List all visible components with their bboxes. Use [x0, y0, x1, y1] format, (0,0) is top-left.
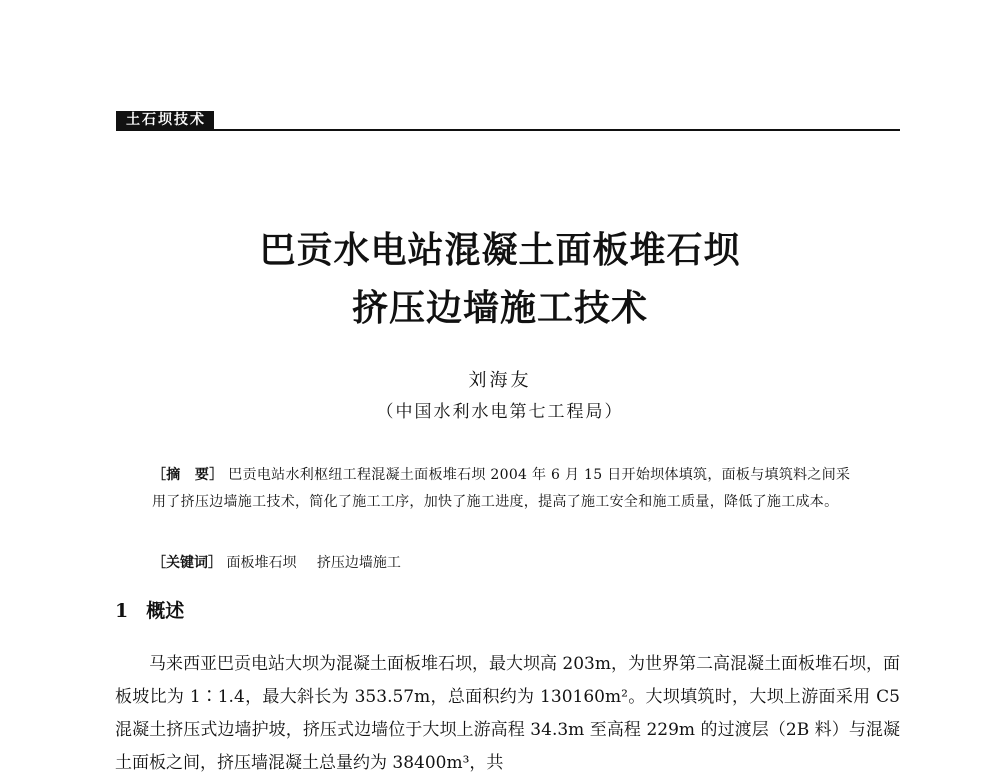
- section-heading: [115, 596, 184, 623]
- paper-title-line-1: 巴贡水电站混凝土面板堆石坝: [259, 229, 741, 271]
- section-tag: 土石坝技术: [116, 111, 214, 130]
- abstract: [152, 462, 864, 516]
- header-rule: [116, 129, 900, 131]
- section-body: [115, 648, 900, 780]
- keywords: [152, 551, 864, 575]
- section-number: 1: [115, 600, 129, 622]
- paper-title-line-2: 挤压边墙施工技术: [351, 287, 648, 329]
- author-name: 刘海友: [468, 370, 532, 391]
- body-paragraph: 马来西亚巴贡电站大坝为混凝土面板堆石坝，最大坝高 203m，为世界第二高混凝土面板堆石坝，面板坡比为 1∶1.4，最大斜长为 353.57m，总面积约为 130160m²。大坝填筑时，大坝上游面采用 C5 混凝土挤压式边墙护坡，挤压式边墙位于大坝上游高程 34.3m 至高程 229m 的过渡层（2B 料）与混凝土面板之间，挤压墙混凝土总量约为 38400m³，共: [115, 654, 900, 773]
- keywords-label: ［关键词］: [152, 555, 222, 571]
- abstract-text: 巴贡电站水利枢纽工程混凝土面板堆石坝 2004 年 6 月 15 日开始坝体填筑，面板与填筑料之间采用了挤压边墙施工技术，简化了施工工序，加快了施工进度，提高了施工安全和施工质量，降低了施工成本。: [152, 467, 851, 510]
- abstract-label: ［摘 要］: [152, 467, 224, 483]
- author-affiliation: （中国水利水电第七工程局）: [376, 402, 624, 422]
- keyword-item: 面板堆石坝: [226, 555, 297, 571]
- keyword-item: 挤压边墙施工: [316, 555, 401, 571]
- section-title: 概述: [146, 600, 185, 622]
